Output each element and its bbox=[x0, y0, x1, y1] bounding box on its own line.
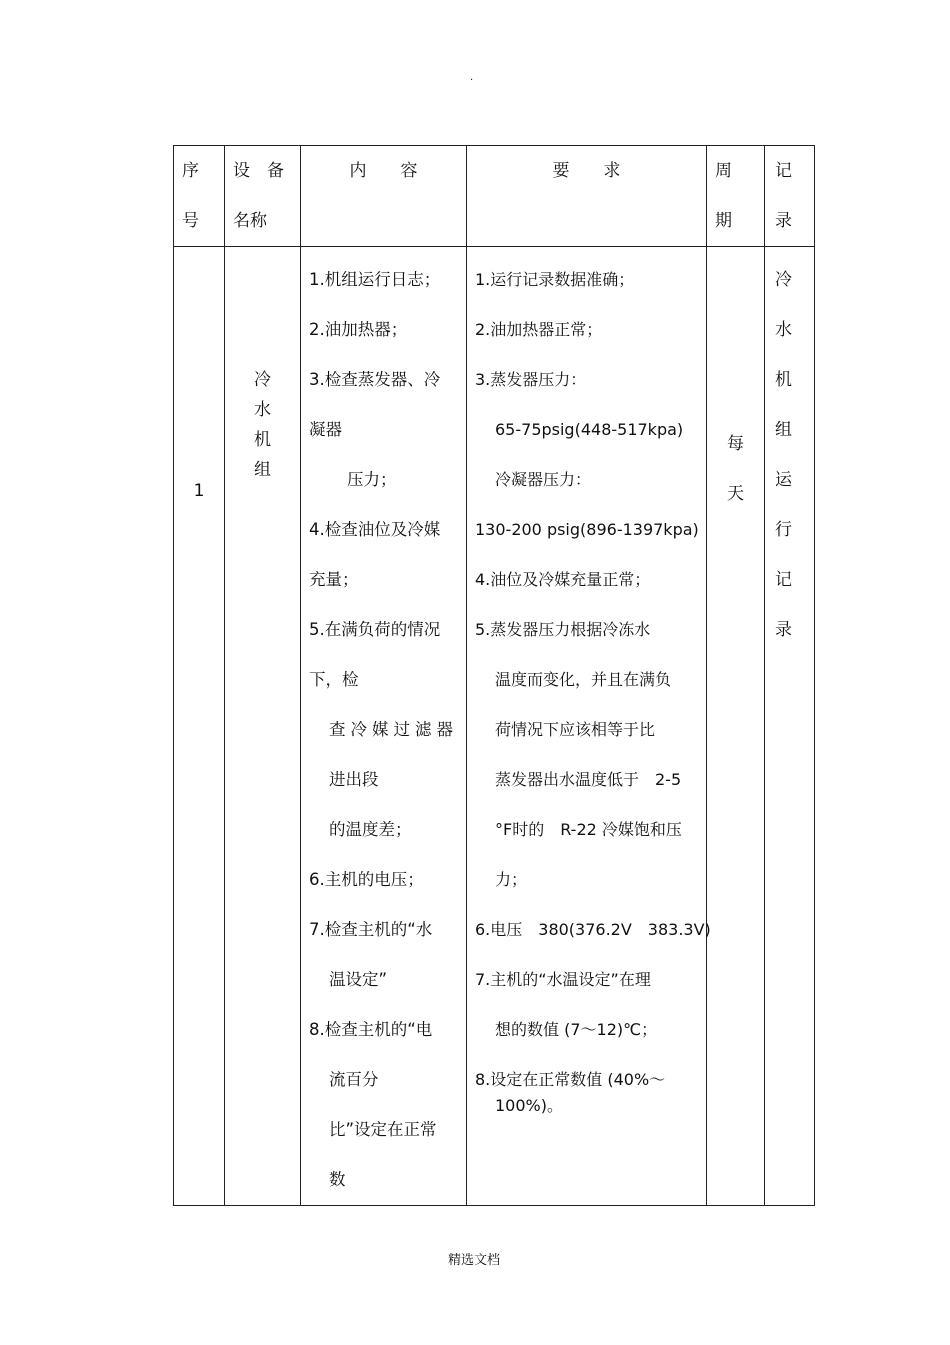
row-period: 每 天 bbox=[707, 247, 765, 1206]
header-content: 内 容 bbox=[301, 146, 467, 247]
table-header-row bbox=[174, 146, 815, 247]
row-requirement: 1.运行记录数据准确； 2.油加热器正常； 3.蒸发器压力： 65-75psig(448-517kpa) 冷凝器压力： 130-200 psig(896-1397kpa) 4.油位及冷媒充量正常； 5.蒸发器压力根据冷冻水 温度而变化，并且在满负 荷情况下应该相等于比 蒸发器出水温度低于 2-5 °F时的 R-22 冷媒饱和压 力； 6.电压 380(376.2V 383.3V) 7.主机的“水温设定”在理 想的数值 (7～12)℃； 8.设定在正常数值 (40%～ 100%)。 bbox=[467, 247, 707, 1206]
header-equipment-name: 设 备 名称 bbox=[225, 146, 301, 247]
row-equipment-name: 冷 水 机 组 bbox=[225, 247, 301, 1206]
maintenance-table bbox=[173, 145, 815, 1206]
header-seq: 序 号 bbox=[174, 146, 225, 247]
table-row bbox=[174, 247, 815, 1206]
row-content: 1.机组运行日志； 2.油加热器； 3.检查蒸发器、冷 凝器 压力； 4.检查油位及冷媒 充量； 5.在满负荷的情况 下，检 查冷媒过滤器 进出段 的温度差； 6.主机的电压； 7.检查主机的“水 温设定” 8.检查主机的“电 流百分 比”设定在正常 数 bbox=[301, 247, 467, 1206]
header-dot: . bbox=[470, 72, 474, 83]
header-requirement: 要 求 bbox=[467, 146, 707, 247]
header-period: 周 期 bbox=[707, 146, 765, 247]
row-record: 冷 水 机 组 运 行 记 录 bbox=[765, 247, 815, 1206]
header-record: 记 录 bbox=[765, 146, 815, 247]
row-seq: 1 bbox=[174, 247, 225, 1206]
page-footer: 精选文档 bbox=[448, 1253, 501, 1268]
